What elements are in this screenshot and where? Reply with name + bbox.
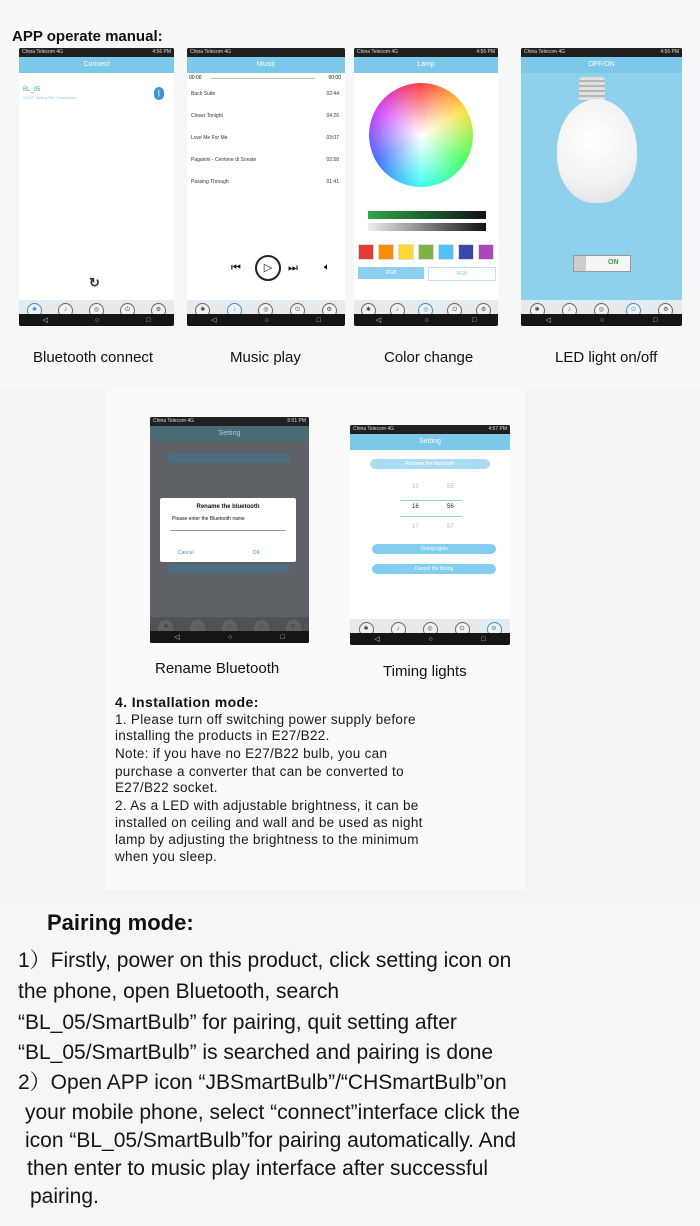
home-icon[interactable]: ○	[599, 316, 605, 324]
phone-connect	[19, 48, 174, 326]
pairing-line: “BL_05/SmartBulb” is searched and pairing is done	[18, 1041, 494, 1064]
recents-icon[interactable]: □	[316, 316, 321, 324]
carrier-text: China Telecom 4G	[153, 418, 195, 424]
caption-music-play: Music play	[230, 349, 301, 366]
back-icon[interactable]: ◁	[42, 317, 48, 324]
phone-music	[187, 48, 345, 326]
hue-slider[interactable]	[368, 211, 486, 219]
device-subtitle: ACDF Timing The Connection	[23, 95, 77, 100]
home-icon[interactable]: ○	[264, 316, 269, 324]
tab-setting-icon[interactable]: ⚙	[487, 622, 502, 637]
tab-power-icon[interactable]: ⏻	[447, 303, 462, 318]
pairing-line: the phone, open Bluetooth, search	[18, 980, 340, 1003]
installation-line: 1. Please turn off switching power supply before	[115, 712, 416, 727]
tab-connect-icon[interactable]: ✱	[27, 303, 42, 318]
tab-music-icon[interactable]: ♪	[391, 622, 406, 637]
phone-onoff	[521, 48, 682, 326]
tab-music-icon[interactable]: ♪	[58, 303, 73, 318]
home-icon[interactable]: ○	[94, 316, 100, 324]
tab-power-icon[interactable]: ⏻	[254, 620, 269, 635]
installation-line: 2. As a LED with adjustable brightness, it can be	[115, 798, 419, 813]
home-icon[interactable]: ○	[424, 316, 429, 324]
color-swatch-yellow[interactable]	[398, 244, 414, 260]
back-icon[interactable]: ◁	[211, 317, 217, 324]
status-time: 4:56 PM	[476, 49, 495, 55]
tab-setting-icon[interactable]: ⚙	[286, 620, 301, 635]
pairing-line: pairing.	[30, 1185, 99, 1208]
toggle-handle	[574, 256, 586, 271]
play-icon[interactable]: ▷	[255, 255, 281, 281]
minute-next: 57	[447, 524, 454, 530]
back-icon[interactable]: ◁	[174, 634, 180, 641]
tab-connect-icon[interactable]: ✱	[530, 303, 545, 318]
pairing-line: icon “BL_05/SmartBulb”for pairing automatically. And	[25, 1129, 517, 1152]
previous-icon[interactable]: ⏮	[231, 262, 241, 274]
screen-header: OFF/ON	[521, 57, 682, 73]
tab-connect-icon[interactable]: ✱	[361, 303, 376, 318]
dialog-cancel-button[interactable]: Cancel	[178, 550, 194, 556]
screen-header: Lamp	[354, 57, 498, 73]
color-swatch-green[interactable]	[418, 244, 434, 260]
volume-icon[interactable]: 🔈︎	[324, 262, 330, 273]
refresh-icon[interactable]: ↻	[89, 275, 100, 290]
tab-music-icon[interactable]: ♪	[190, 620, 205, 635]
tab-connect-icon[interactable]: ✱	[195, 303, 210, 318]
pairing-title: Pairing mode:	[47, 910, 194, 935]
dialog-title: Rename the bluetooth	[196, 504, 260, 510]
phone-timing	[350, 425, 510, 645]
screen-header: Setting	[150, 426, 309, 442]
installation-line: lamp by adjusting the brightness to the minimum	[115, 832, 419, 847]
song-item[interactable]: Paganini - Centone di Sonate 02:58	[191, 157, 339, 163]
installation-title: 4. Installation mode:	[115, 694, 259, 710]
installation-line: purchase a converter that can be converted to	[115, 764, 404, 779]
recents-icon[interactable]: □	[280, 633, 285, 641]
minute-prev: 55	[447, 484, 454, 490]
recents-icon[interactable]: □	[481, 635, 486, 643]
picker-divider	[400, 516, 462, 517]
caption-timing-lights: Timing lights	[383, 663, 467, 680]
hour-next: 17	[412, 524, 419, 530]
tab-power-icon[interactable]: ⏻	[290, 303, 305, 318]
color-swatch-orange[interactable]	[378, 244, 394, 260]
color-swatch-red[interactable]	[358, 244, 374, 260]
tab-setting-icon[interactable]: ⚙	[151, 303, 166, 318]
caption-rename-bluetooth: Rename Bluetooth	[155, 660, 280, 677]
tab-connect-icon[interactable]: ✱	[158, 620, 173, 635]
rgb-button-left[interactable]: RGB	[358, 267, 424, 279]
hour-prev: 15	[412, 484, 419, 490]
tab-power-icon[interactable]: ⏻	[455, 622, 470, 637]
tab-setting-icon[interactable]: ⚙	[658, 303, 673, 318]
tab-lamp-icon[interactable]: ◎	[258, 303, 273, 318]
status-time: 5:01 PM	[287, 418, 306, 424]
tab-setting-icon[interactable]: ⚙	[322, 303, 337, 318]
pairing-line: 1）Firstly, power on this product, click setting icon on	[18, 949, 512, 972]
name-input[interactable]	[170, 530, 286, 531]
recents-icon[interactable]: □	[472, 316, 477, 324]
carrier-text: China Telecom 4G	[353, 426, 395, 432]
back-icon[interactable]: ◁	[545, 317, 551, 324]
hour-selected[interactable]: 16	[412, 504, 419, 510]
screen-header: Music	[187, 57, 345, 73]
installation-line: E27/B22 socket.	[115, 780, 218, 795]
tab-setting-icon[interactable]: ⚙	[476, 303, 491, 318]
color-swatch-purple[interactable]	[478, 244, 494, 260]
on-off-toggle[interactable]	[573, 255, 631, 272]
light-bulb-icon	[557, 99, 637, 203]
device-list-item[interactable]	[23, 87, 170, 109]
bulb-base	[579, 77, 605, 101]
song-item[interactable]: Bach Suite 02:44	[191, 91, 339, 97]
phone-lamp	[354, 48, 498, 326]
progress-bar[interactable]	[211, 78, 315, 79]
pairing-line: your mobile phone, select “connect”interface click the	[25, 1101, 520, 1124]
progress-end: 00:00	[328, 75, 341, 81]
installation-line: Note: if you have no E27/B22 bulb, you can	[115, 746, 388, 761]
tab-power-icon[interactable]: ⏻	[120, 303, 135, 318]
back-icon[interactable]: ◁	[375, 317, 382, 324]
dialog-ok-button[interactable]: OK	[252, 550, 260, 556]
pairing-line: then enter to music play interface after successful	[27, 1157, 489, 1180]
tab-music-icon[interactable]: ♪	[390, 303, 405, 318]
installation-line: installing the products in E27/B22.	[115, 728, 330, 743]
status-time: 4:56 PM	[660, 49, 679, 55]
tab-lamp-icon[interactable]: ◎	[222, 620, 237, 635]
color-swatch-lightblue[interactable]	[438, 244, 454, 260]
status-time: 4:57 PM	[488, 426, 507, 432]
dimmed-button	[168, 564, 290, 573]
carrier-text: China Telecom 4G	[190, 49, 232, 55]
song-item[interactable]: Passing Through 01:41	[191, 179, 339, 185]
song-item[interactable]: Love Me For Me 03:07	[191, 135, 339, 141]
screen-header: Setting	[350, 434, 510, 450]
caption-led-onoff: LED light on/off	[555, 349, 658, 366]
pairing-line: 2）Open APP icon “JBSmartBulb”/“CHSmartBulb”on	[18, 1071, 507, 1094]
color-swatch-blue[interactable]	[458, 244, 474, 260]
device-name: BL_05	[23, 87, 41, 93]
minute-selected[interactable]: 56	[447, 504, 454, 510]
installation-line: when you sleep.	[115, 849, 218, 864]
screen-header: Connect	[19, 57, 174, 73]
cancel-timing-button[interactable]: Cancel the timing	[372, 564, 496, 574]
carrier-text: China Telecom 4G	[22, 49, 64, 55]
home-icon[interactable]: ○	[227, 633, 233, 641]
rgb-button-right[interactable]: RGB	[428, 267, 496, 281]
tab-lamp-icon[interactable]: ◎	[418, 303, 433, 318]
dialog-prompt: Please enter the Bluetooth name	[172, 516, 245, 522]
phone-rename	[150, 417, 309, 643]
back-icon[interactable]: ◁	[374, 636, 380, 643]
carrier-text: China Telecom 4G	[357, 49, 399, 55]
brightness-slider[interactable]	[368, 223, 486, 231]
tab-music-icon[interactable]: ♪	[562, 303, 577, 318]
recents-icon[interactable]: □	[146, 316, 151, 324]
next-icon[interactable]: ⏭	[288, 262, 298, 274]
tab-power-icon[interactable]: ⏻	[626, 303, 641, 318]
tab-connect-icon[interactable]: ✱	[359, 622, 374, 637]
rename-dialog	[160, 498, 296, 562]
toggle-label: ON	[608, 259, 619, 266]
recents-icon[interactable]: □	[653, 316, 658, 324]
song-item[interactable]: Closer Tonight 04:26	[191, 113, 339, 119]
rename-bluetooth-button[interactable]: Rename the bluetooth	[370, 459, 490, 469]
carrier-text: China Telecom 4G	[524, 49, 566, 55]
progress-start: 00:00	[189, 75, 202, 81]
dimmed-button	[168, 454, 290, 463]
manual-title: APP operate manual:	[12, 28, 163, 45]
tab-lamp-icon[interactable]: ◎	[423, 622, 438, 637]
home-icon[interactable]: ○	[428, 635, 433, 643]
caption-color-change: Color change	[384, 349, 474, 366]
picker-divider	[400, 500, 462, 501]
caption-bluetooth-connect: Bluetooth connect	[33, 349, 154, 366]
tab-lamp-icon[interactable]: ◎	[89, 303, 104, 318]
timing-lights-button[interactable]: Timing lights	[372, 544, 496, 554]
tab-music-icon[interactable]: ♪	[227, 303, 242, 318]
tab-lamp-icon[interactable]: ◎	[594, 303, 609, 318]
pairing-line: “BL_05/SmartBulb” for pairing, quit setting after	[18, 1011, 457, 1034]
bluetooth-icon: ᛒ	[154, 87, 164, 100]
status-time: 4:56 PM	[152, 49, 171, 55]
color-wheel[interactable]	[369, 83, 473, 187]
installation-line: installed on ceiling and wall and be used as night	[115, 815, 423, 830]
